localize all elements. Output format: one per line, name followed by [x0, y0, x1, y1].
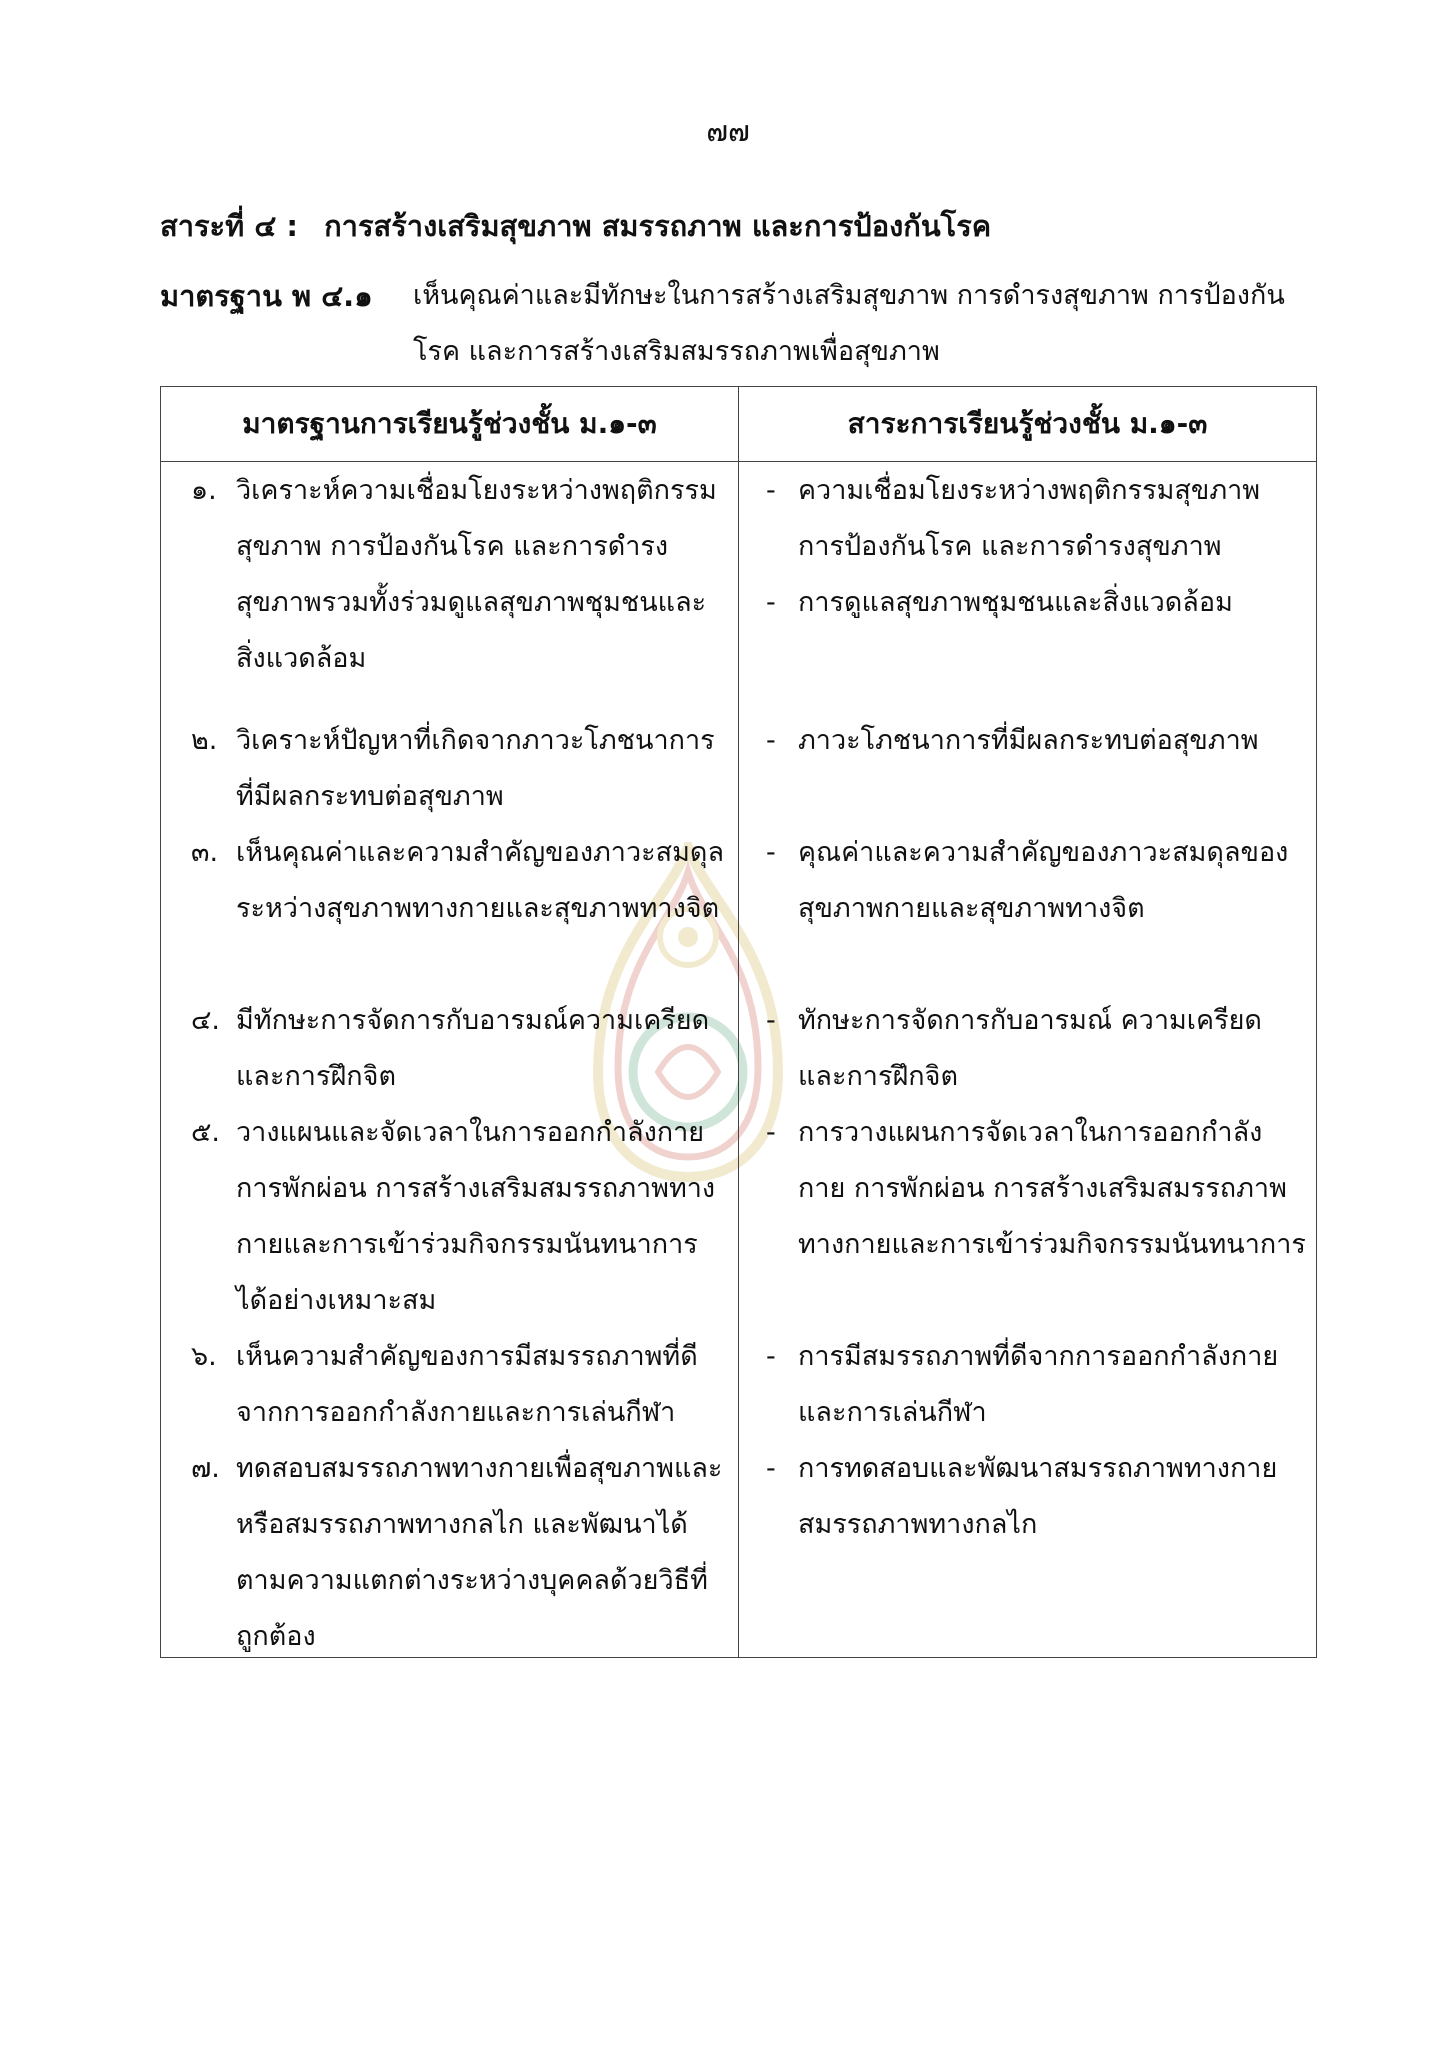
table-row [161, 463, 1316, 713]
table-row [161, 993, 1316, 1105]
dash-bullet: - [766, 725, 776, 756]
content-item [766, 993, 1308, 1105]
standard-text: ทดสอบสมรรถภาพทางกายเพื่อสุขภาพและหรือสมรรถภาพทางกลไก และพัฒนาได้ตามความแตกต่างระหว่างบุคคลด้วยวิธีที่ถูกต้อง [236, 1453, 723, 1652]
standard-text: เห็นความสำคัญของการมีสมรรถภาพที่ดีจากการออกกำลังกายและการเล่นกีฬา [236, 1341, 698, 1428]
table-row [161, 1329, 1316, 1441]
content-item [766, 463, 1308, 575]
content-cell [738, 1105, 1316, 1329]
content-text: ทักษะการจัดการกับอารมณ์ ความเครียดและการฝึกจิต [798, 1005, 1262, 1092]
standard-number: ๕. [191, 1117, 221, 1148]
content-item [766, 1105, 1308, 1273]
curriculum-table [160, 386, 1317, 1658]
standard-number: ๗. [191, 1453, 220, 1484]
standard-cell [161, 1105, 738, 1329]
section-label: สาระที่ ๔ : [160, 209, 298, 243]
standard-text: วิเคราะห์ปัญหาที่เกิดจากภาวะโภชนาการที่มีผลกระทบต่อสุขภาพ [236, 725, 715, 812]
standard-label: มาตรฐาน พ ๔.๑ [160, 279, 373, 313]
content-item [766, 1441, 1308, 1553]
content-cell [738, 1441, 1316, 1665]
standard-text: วางแผนและจัดเวลาในการออกกำลังกาย การพักผ่อน การสร้างเสริมสมรรถภาพทางกายและการเข้าร่วมกิจกรรมนันทนาการได้อย่างเหมาะสม [236, 1117, 716, 1316]
section-title: การสร้างเสริมสุขภาพ สมรรถภาพ และการป้องกันโรค [324, 209, 992, 243]
content-cell [738, 993, 1316, 1105]
standard-number: ๒. [191, 725, 218, 756]
standard-number: ๑. [191, 475, 217, 506]
content-item [766, 575, 1308, 631]
standard-cell [161, 993, 738, 1105]
table-row [161, 1441, 1316, 1665]
standard-cell [161, 1329, 738, 1441]
content-text: การทดสอบและพัฒนาสมรรถภาพทางกายสมรรถภาพทางกลไก [798, 1453, 1278, 1540]
content-text: การวางแผนการจัดเวลาในการออกกำลังกาย การพักผ่อน การสร้างเสริมสมรรถภาพทางกายและการเข้าร่วมกิจกรรมนันทนาการ [798, 1117, 1306, 1260]
content-cell [738, 825, 1316, 993]
standard-number: ๖. [191, 1341, 217, 1372]
standard-text: เห็นคุณค่าและมีทักษะในการสร้างเสริมสุขภาพ การดำรงสุขภาพ การป้องกันโรค และการสร้างเสริมสมรรถภาพเพื่อสุขภาพ [413, 280, 1285, 367]
standard-cell [161, 1441, 738, 1665]
content-text: การดูแลสุขภาพชุมชนและสิ่งแวดล้อม [798, 587, 1233, 618]
content-cell [738, 463, 1316, 713]
content-cell [738, 713, 1316, 825]
dash-bullet: - [766, 587, 776, 618]
content-item [766, 1329, 1308, 1441]
header-standards: มาตรฐานการเรียนรู้ช่วงชั้น ม.๑-๓ [242, 407, 657, 440]
table-row [161, 1105, 1316, 1329]
standard-number: ๓. [191, 837, 219, 868]
content-text: ความเชื่อมโยงระหว่างพฤติกรรมสุขภาพ การป้องกันโรค และการดำรงสุขภาพ [798, 475, 1261, 562]
standard-number: ๔. [191, 1005, 221, 1036]
table-body [161, 463, 1316, 1665]
standard-text: มีทักษะการจัดการกับอารมณ์ความเครียดและการฝึกจิต [236, 1005, 710, 1092]
section-heading [160, 203, 991, 249]
header-content: สาระการเรียนรู้ช่วงชั้น ม.๑-๓ [847, 407, 1208, 440]
standard-text: วิเคราะห์ความเชื่อมโยงระหว่างพฤติกรรมสุขภาพ การป้องกันโรค และการดำรงสุขภาพรวมทั้งร่วมดูแลสุขภาพชุมชนและสิ่งแวดล้อม [236, 475, 717, 674]
standard-block [160, 268, 1320, 380]
dash-bullet: - [766, 1453, 776, 1484]
table-row [161, 713, 1316, 825]
content-item [766, 825, 1308, 937]
content-text: คุณค่าและความสำคัญของภาวะสมดุลของสุขภาพกายและสุขภาพทางจิต [798, 837, 1289, 924]
dash-bullet: - [766, 1117, 776, 1148]
page-number: ๗๗ [706, 114, 750, 148]
table-row [161, 825, 1316, 993]
standard-cell [161, 463, 738, 713]
standard-text: เห็นคุณค่าและความสำคัญของภาวะสมดุลระหว่างสุขภาพทางกายและสุขภาพทางจิต [236, 837, 724, 924]
dash-bullet: - [766, 1341, 776, 1372]
content-text: การมีสมรรถภาพที่ดีจากการออกกำลังกายและการเล่นกีฬา [798, 1341, 1279, 1428]
dash-bullet: - [766, 837, 776, 868]
content-text: ภาวะโภชนาการที่มีผลกระทบต่อสุขภาพ [798, 725, 1259, 756]
table-header [161, 387, 1316, 462]
content-cell [738, 1329, 1316, 1441]
dash-bullet: - [766, 1005, 776, 1036]
content-item [766, 713, 1308, 769]
dash-bullet: - [766, 475, 776, 506]
standard-cell [161, 825, 738, 993]
standard-cell [161, 713, 738, 825]
